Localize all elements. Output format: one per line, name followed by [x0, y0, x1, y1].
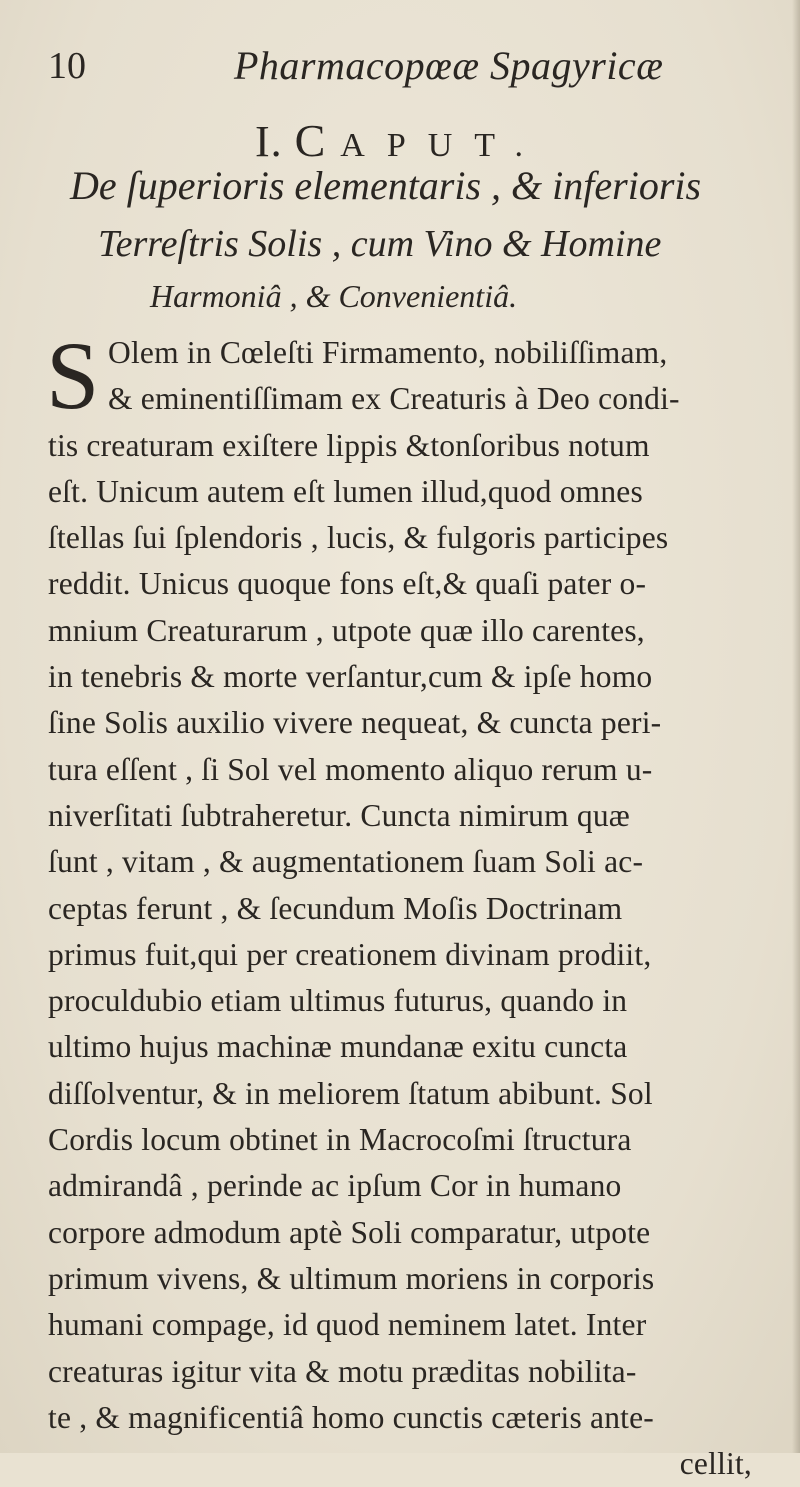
text-line: ſtellas ſui ſplendoris , lucis, & fulgoris participes [48, 520, 669, 556]
text-line: corpore admodum aptè Soli comparatur, utpote [48, 1214, 651, 1250]
text-line: humani compage, id quod neminem latet. Inter [48, 1307, 647, 1343]
text-line: primus fuit,qui per creationem divinam prodiit, [48, 936, 652, 972]
text-line: proculdubio etiam ultimus futurus, quando in [48, 983, 628, 1019]
running-title: Pharmacopœæ Spagyricæ [234, 43, 664, 88]
text-line: mnium Creaturarum , utpote quæ illo carentes, [48, 612, 645, 648]
chapter-word-rest: APUT. [340, 127, 546, 164]
body-text [46, 322, 788, 1487]
text-line: primum vivens, & ultimum moriens in corporis [48, 1260, 655, 1296]
drop-cap: S [46, 322, 100, 429]
chapter-heading [0, 114, 800, 167]
chapter-numeral: I. [254, 117, 283, 166]
text-line-last: cellit, [679, 1446, 752, 1482]
text-line: Olem in Cœleſti Firmamento, nobiliſſimam, [108, 335, 668, 370]
text-line: ultimo hujus machinæ mundanæ exitu cuncta [48, 1029, 628, 1065]
chapter-subtitle-line-1: De ſuperioris elementaris , & inferioris [70, 163, 702, 208]
text-line: eſt. Unicum autem eſt lumen illud,quod omnes [48, 473, 643, 509]
chapter-word-initial: C [294, 115, 327, 166]
text-line: reddit. Unicus quoque fons eſt,& quaſi pater o- [48, 566, 647, 602]
page-number: 10 [48, 45, 86, 87]
text-line: admirandâ , perinde ac ipſum Cor in humano [48, 1168, 622, 1204]
text-line: tis creaturam exiſtere lippis &tonſoribus notum [48, 427, 650, 463]
chapter-subtitle-line-3: Harmoniâ , & Convenientiâ. [150, 278, 518, 314]
text-line: Cordis locum obtinet in Macrocoſmi ſtructura [48, 1122, 632, 1158]
text-line: diſſolventur, & in meliorem ſtatum abibunt. Sol [48, 1075, 653, 1111]
text-line: & eminentiſſimam ex Creaturis à Deo condi- [108, 381, 680, 417]
chapter-subtitle-line-2: Terreſtris Solis , cum Vino & Homine [98, 223, 662, 265]
text-line: in tenebris & morte verſantur,cum & ipſe homo [48, 659, 653, 695]
text-line: ſunt , vitam , & augmentationem ſuam Soli ac- [48, 844, 644, 880]
text-line: ſine Solis auxilio vivere nequeat, & cuncta peri- [48, 705, 662, 741]
text-line: creaturas igitur vita & motu præditas nobilita- [48, 1353, 637, 1389]
text-line: ceptas ferunt , & ſecundum Moſis Doctrinam [48, 890, 623, 926]
text-line: te , & magnificentiâ homo cunctis cæteris ante- [48, 1399, 654, 1435]
text-line: niverſitati ſubtraheretur. Cuncta nimirum quæ [48, 797, 630, 833]
page-header [48, 44, 748, 94]
page-edge-shadow [792, 0, 800, 1453]
text-line: tura eſſent , ſi Sol vel momento aliquo rerum u- [48, 751, 653, 787]
